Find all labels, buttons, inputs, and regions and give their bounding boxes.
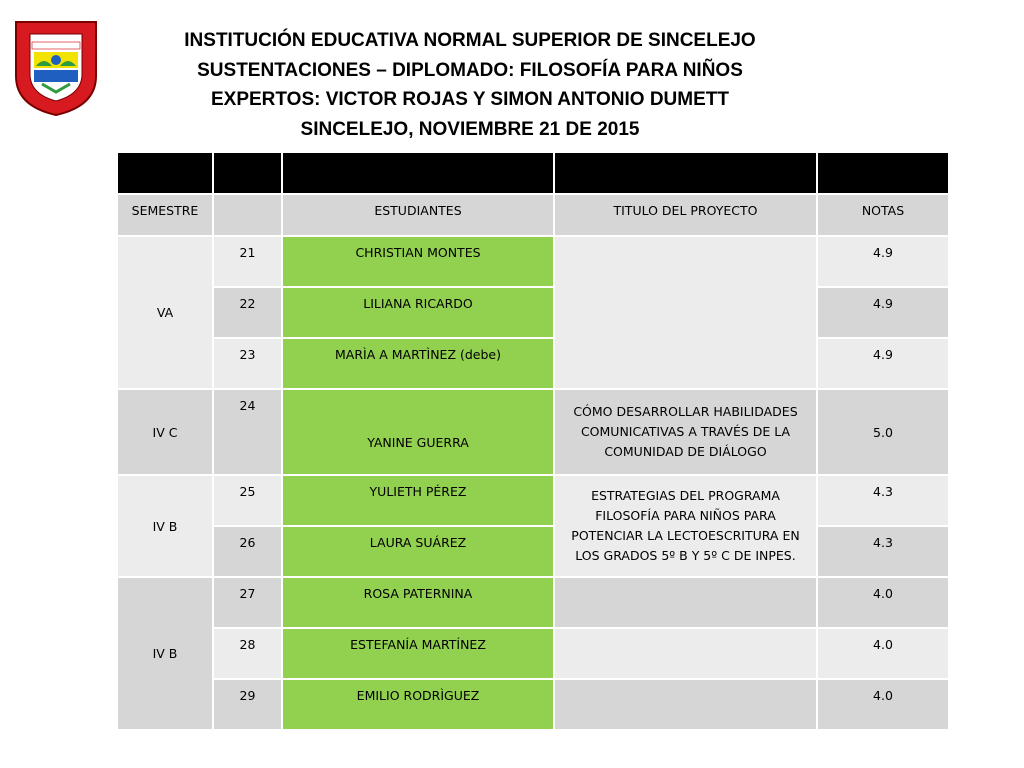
semester-cell: IV B (117, 577, 213, 730)
student-cell: CHRISTIAN MONTES (282, 236, 554, 287)
project-title-cell (554, 236, 817, 389)
grade-cell: 4.9 (817, 287, 949, 338)
student-cell: YULIETH PÉREZ (282, 475, 554, 526)
grade-cell: 4.0 (817, 628, 949, 679)
student-cell: YANINE GUERRA (282, 389, 554, 475)
table-top-bar (117, 152, 949, 194)
project-title-cell (554, 628, 817, 679)
number-cell: 26 (213, 526, 282, 577)
grade-cell: 4.3 (817, 526, 949, 577)
grades-table (116, 151, 950, 731)
top-bar-cell (554, 152, 817, 194)
grade-cell: 4.3 (817, 475, 949, 526)
school-crest-logo (12, 18, 100, 118)
top-bar-cell (282, 152, 554, 194)
column-header-number (213, 194, 282, 236)
table-row (117, 389, 949, 475)
column-header-grades: NOTAS (817, 194, 949, 236)
grade-cell: 5.0 (817, 389, 949, 475)
grade-cell: 4.0 (817, 679, 949, 730)
column-header-semester: SEMESTRE (117, 194, 213, 236)
project-title-cell: CÓMO DESARROLLAR HABILIDADES COMUNICATIVAS A TRAVÉS DE LA COMUNIDAD DE DIÁLOGO (554, 389, 817, 475)
number-cell: 29 (213, 679, 282, 730)
table-row (117, 526, 949, 577)
student-cell: ESTEFANÍA MARTÍNEZ (282, 628, 554, 679)
student-cell: ROSA PATERNINA (282, 577, 554, 628)
student-cell: EMILIO RODRÌGUEZ (282, 679, 554, 730)
top-bar-cell (213, 152, 282, 194)
number-cell: 27 (213, 577, 282, 628)
project-title-cell (554, 577, 817, 628)
institution-title: INSTITUCIÓN EDUCATIVA NORMAL SUPERIOR DE SINCELEJO (184, 30, 756, 51)
table-row (117, 679, 949, 730)
number-cell: 28 (213, 628, 282, 679)
number-cell: 23 (213, 338, 282, 389)
student-cell: LILIANA RICARDO (282, 287, 554, 338)
number-cell: 21 (213, 236, 282, 287)
number-cell: 24 (213, 389, 282, 475)
number-cell: 22 (213, 287, 282, 338)
top-bar-cell (117, 152, 213, 194)
semester-cell: IV C (117, 389, 213, 475)
grade-cell: 4.9 (817, 338, 949, 389)
number-cell: 25 (213, 475, 282, 526)
event-title: SUSTENTACIONES – DIPLOMADO: FILOSOFÍA PARA NIÑOS (197, 59, 743, 81)
project-title-cell (554, 679, 817, 730)
grade-cell: 4.9 (817, 236, 949, 287)
table-row (117, 287, 949, 338)
table-row (117, 475, 949, 526)
grade-cell: 4.0 (817, 577, 949, 628)
project-title-cell: ESTRATEGIAS DEL PROGRAMA FILOSOFÍA PARA NIÑOS PARA POTENCIAR LA LECTOESCRITURA EN LOS GRADOS 5º B Y 5º C DE INPES. (554, 475, 817, 577)
table-header-row (117, 194, 949, 236)
date-line: SINCELEJO, NOVIEMBRE 21 DE 2015 (300, 118, 640, 140)
student-cell: MARÌA A MARTÌNEZ (debe) (282, 338, 554, 389)
experts-line: EXPERTOS: VICTOR ROJAS Y SIMON ANTONIO DUMETT (210, 89, 729, 110)
table-row (117, 236, 949, 287)
document-heading (120, 26, 820, 144)
column-header-students: ESTUDIANTES (282, 194, 554, 236)
top-bar-cell (817, 152, 949, 194)
table-row (117, 577, 949, 628)
table-row (117, 338, 949, 389)
student-cell: LAURA SUÁREZ (282, 526, 554, 577)
semester-cell: IV B (117, 475, 213, 577)
column-header-project-title: TITULO DEL PROYECTO (554, 194, 817, 236)
semester-cell: VA (117, 236, 213, 389)
table-row (117, 628, 949, 679)
